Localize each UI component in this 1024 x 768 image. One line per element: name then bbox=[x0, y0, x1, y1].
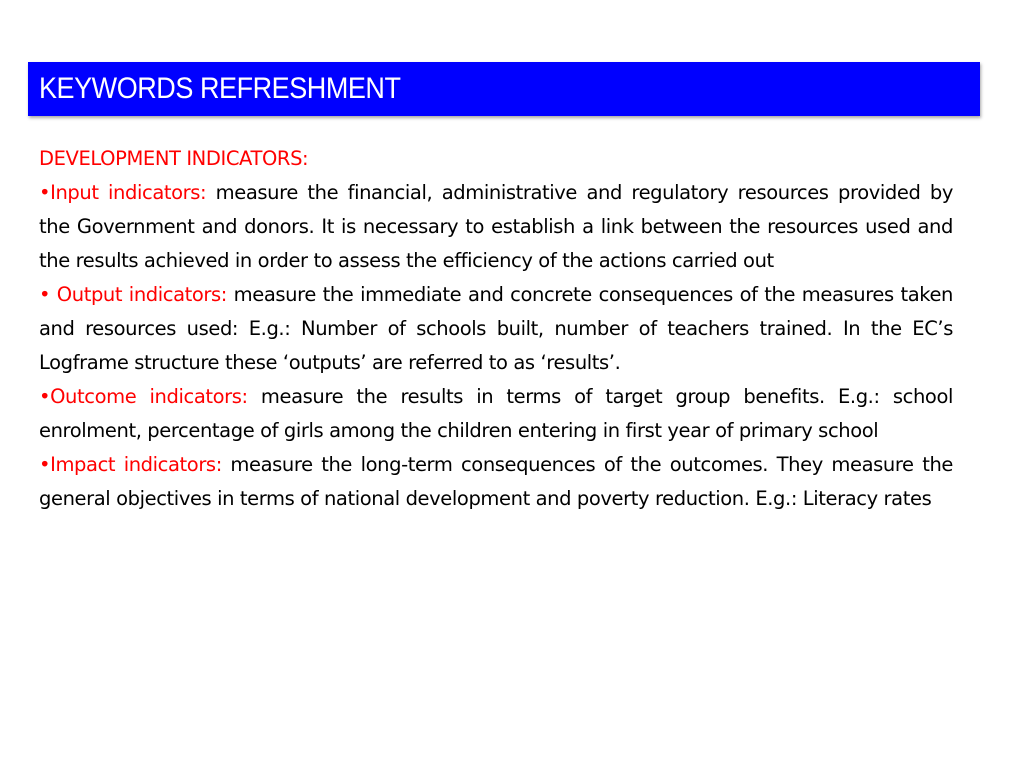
slide-title: KEYWORDS REFRESHMENT bbox=[39, 72, 401, 105]
section-heading: DEVELOPMENT INDICATORS: bbox=[39, 147, 309, 170]
slide-content bbox=[39, 142, 953, 516]
bullet-text: measure the long-term consequences of the outcomes. They measure the general objectives in terms of national development and poverty reduction. E.g.: Literacy rates bbox=[39, 453, 954, 510]
bullet-impact-indicators bbox=[39, 448, 953, 516]
bullet-label: •Input indicators: bbox=[39, 181, 207, 204]
bullet-input-indicators bbox=[39, 176, 953, 278]
title-bar bbox=[28, 62, 980, 116]
bullet-output-indicators bbox=[39, 278, 953, 380]
bullet-outcome-indicators bbox=[39, 380, 953, 448]
bullet-text: measure the financial, administrative and regulatory resources provided by the Government and donors. It is necessary to establish a link between the resources used and the results achieved in order to assess the efficiency of the actions carried out bbox=[39, 181, 953, 272]
bullet-text: measure the immediate and concrete consequences of the measures taken and resources used: E.g.: Number of schools built, number of teachers trained. In the EC’s Logframe structure these ‘outputs’ are referred to as ‘results’. bbox=[39, 283, 953, 374]
bullet-label: •Impact indicators: bbox=[39, 453, 222, 476]
bullet-label: •Outcome indicators: bbox=[39, 385, 248, 408]
bullet-text: measure the results in terms of target group benefits. E.g.: school enrolment, percentage of girls among the children entering in first year of primary school bbox=[39, 385, 953, 442]
bullet-label: • Output indicators: bbox=[39, 283, 227, 306]
